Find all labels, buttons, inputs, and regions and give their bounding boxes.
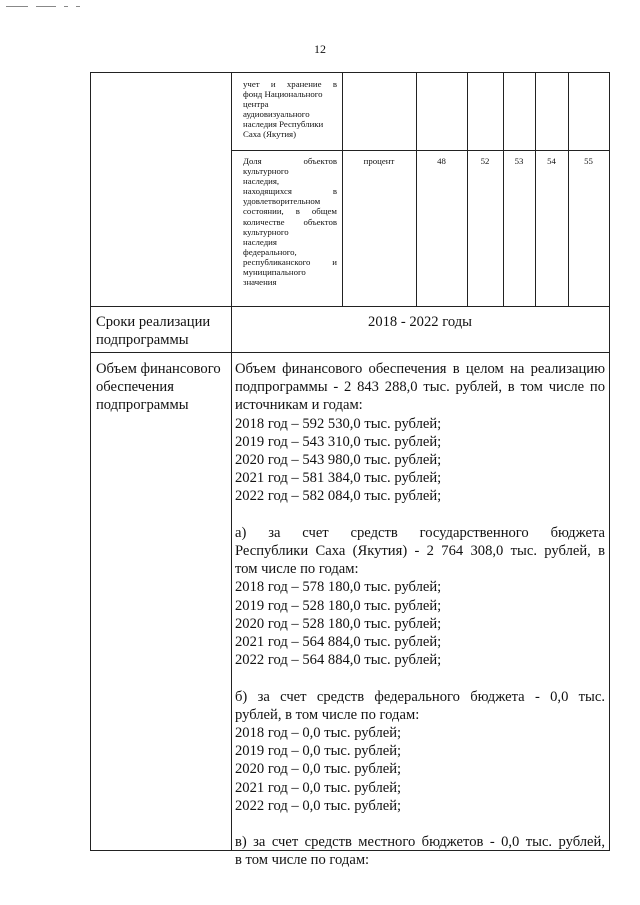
text-line: Объем финансового [96,361,221,377]
text-line: в) за счет средств местного бюджетов - 0,0 тыс. рублей, [235,834,605,851]
text-line: муниципального [243,267,306,278]
text-line: Объем финансового обеспечения в целом на реализацию [235,361,605,377]
text-line: центра [243,99,269,110]
text-line: Сроки реализации [96,314,211,330]
text-line: республиканского и [243,256,337,267]
indicator-unit: процент [363,156,395,166]
funding-federal-budget [235,688,605,815]
text-line: в том числе по годам: [235,852,370,869]
text-line: значения [243,277,277,288]
page-number: 12 [314,42,326,56]
text-line: подпрограммы - 2 843 288,0 тыс. рублей, в том числе по [235,379,605,396]
text-line: рублей, в том числе по годам: [235,706,420,723]
text-line: наследия, [243,176,280,187]
text-line: аудиовизуального [243,109,310,120]
text-line: обеспечения [96,379,174,396]
year-line: 2019 год – 543 310,0 тыс. рублей; [235,433,442,450]
indicator-text-continuation [243,79,337,140]
year-line: 2018 год – 592 530,0 тыс. рублей; [235,415,442,432]
year-line: 2021 год – 581 384,0 тыс. рублей; [235,470,442,487]
text-line: Саха (Якутия) [243,129,297,140]
funding-local-budget [235,833,605,869]
year-line: 2020 год – 0,0 тыс. рублей; [235,761,402,778]
text-line: Доля объектов [243,156,337,166]
text-line: наследия [243,236,277,247]
funding-description [235,360,605,870]
year-line: 2020 год – 543 980,0 тыс. рублей; [235,452,442,469]
terms-label [96,313,228,349]
year-line: 2018 год – 578 180,0 тыс. рублей; [235,579,442,596]
indicator-value-2019: 52 [480,156,490,166]
funding-label [96,360,228,415]
text-line: наследия Республики [243,119,324,130]
indicator-value-2021: 54 [547,156,556,166]
text-line: находящихся в [243,186,337,197]
year-line: 2022 год – 0,0 тыс. рублей; [235,797,402,814]
text-line: учет и хранение в [243,79,337,89]
text-line: а) за счет средств государственного бюджета [235,524,605,541]
text-line: культурного [243,166,289,177]
text-line: Республики Саха (Якутия) - 2 764 308,0 тыс. рублей, в [235,543,605,560]
indicator-name [243,156,337,287]
text-line: количестве объектов [243,216,337,227]
funding-total-by-year [235,415,605,506]
indicator-value-2022: 55 [584,156,593,166]
text-line: состоянии, в общем [243,206,337,217]
text-line: подпрограммы [96,332,189,349]
text-line: источникам и годам: [235,397,363,414]
indicator-value-2018: 48 [437,156,446,166]
year-line: 2022 год – 564 884,0 тыс. рублей; [235,652,442,669]
text-line: фонд Национального [243,89,323,100]
year-line: 2022 год – 582 084,0 тыс. рублей; [235,488,442,505]
year-line: 2019 год – 0,0 тыс. рублей; [235,743,402,760]
terms-value: 2018 - 2022 годы [368,314,472,330]
year-line: 2018 год – 0,0 тыс. рублей; [235,725,402,742]
text-line: том числе по годам: [235,561,359,578]
scan-header-mark [6,4,96,12]
text-line: федерального, [243,246,297,257]
indicator-value-2020: 53 [514,156,524,166]
year-line: 2021 год – 0,0 тыс. рублей; [235,779,402,796]
text-line: подпрограммы [96,397,189,414]
text-line: культурного [243,226,289,237]
text-line: удовлетворительном [243,196,321,207]
funding-intro [235,360,605,415]
year-line: 2021 год – 564 884,0 тыс. рублей; [235,634,442,651]
funding-state-budget [235,524,605,670]
year-line: 2019 год – 528 180,0 тыс. рублей; [235,597,442,614]
year-line: 2020 год – 528 180,0 тыс. рублей; [235,615,442,632]
text-line: б) за счет средств федерального бюджета - 0,0 тыс. [235,688,605,705]
